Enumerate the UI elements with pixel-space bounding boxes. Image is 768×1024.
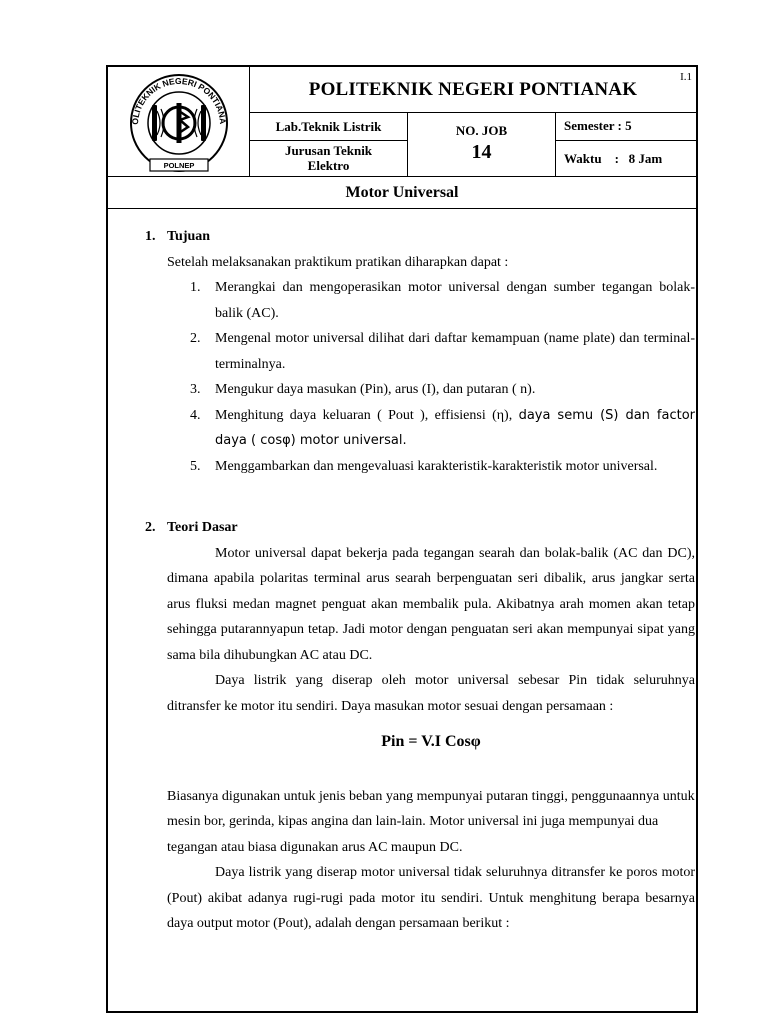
list-item [190, 403, 695, 454]
page-number: I.1 [680, 71, 692, 83]
polnep-seal-icon [108, 67, 250, 177]
section-intro: Setelah melaksanakan praktikum pratikan diharapkan dapat : [167, 254, 509, 270]
list-item-number: 4. [190, 407, 201, 423]
department-line-1: Jurusan Teknik [284, 143, 373, 158]
section-heading-teori-dasar [108, 515, 696, 541]
section-title: Teori Dasar [167, 520, 238, 535]
list-item-text: Merangkai dan mengoperasikan motor universal dengan sumber tegangan bolak-balik (AC). [215, 280, 695, 321]
document-body [108, 212, 696, 937]
paragraph: Daya listrik yang diserap oleh motor universal sebesar Pin tidak seluruhnya ditransfer ke motor itu sendiri. Daya masukan motor sesuai dengan persamaan : [167, 673, 695, 714]
list-item-text-tail: daya semu (S) dan factor daya ( cosφ) motor universal. [215, 407, 695, 448]
department-name [250, 141, 408, 177]
spacer [108, 479, 696, 503]
lab-name: Lab.Teknik Listrik [250, 113, 408, 141]
list-item-number: 5. [190, 458, 201, 474]
list-item-text: Mengenal motor universal dilihat dari daftar kemampuan (name plate) dan terminal-terminalnya. [215, 331, 695, 372]
duration: Waktu : 8 Jam [556, 141, 696, 177]
list-item-number: 2. [190, 331, 201, 346]
paragraph: Motor universal dapat bekerja pada tegangan searah dan bolak-balik (AC dan DC), dimana apabila polaritas terminal arus searah berpenguatan seri dibalik, arus jangkar serta arus fluksi medan magnet penguat akan membalik pula. Akibatnya arah momen akan tetap sehingga putarannyapun tetap. Jadi motor dengan penguatan seri akan mempunyai sipat yang sama bila dihubungkan AC atau DC. [167, 545, 695, 663]
logo-banner-text: POLNEP [163, 161, 195, 170]
list-item-number: 3. [190, 382, 201, 397]
document-frame [107, 66, 697, 1012]
list-item [190, 454, 695, 480]
formula: Pin = V.I Cosφ [381, 733, 481, 750]
list-item [190, 326, 695, 377]
section-heading-tujuan [108, 224, 696, 250]
section-title: Tujuan [167, 229, 211, 244]
section-number: 1. [145, 229, 156, 244]
list-item-text: Mengukur daya masukan (Pin), arus (I), dan putaran ( n). [215, 382, 536, 397]
list-item-text: Menghitung daya keluaran ( Pout ), effisiensi (η), [215, 407, 519, 423]
list-item-text: Menggambarkan dan mengevaluasi karakteristik-karakteristik motor universal. [215, 458, 658, 474]
logo-ring-text: OLITEKNIK NEGERI PONTIANA [129, 75, 229, 125]
department-line-2: Elektro [307, 158, 350, 173]
paragraph: Daya listrik yang diserap motor universal tidak seluruhnya ditransfer ke poros motor (Pout) akibat adanya rugi-rugi pada motor itu sendiri. Untuk menghitung berapa besarnya daya output motor (Pout), adalah dengan persamaan berikut : [167, 865, 695, 931]
list-item [190, 377, 695, 403]
list-item [190, 275, 695, 326]
semester: Semester : 5 [556, 113, 696, 141]
subject-title: Motor Universal [108, 177, 696, 209]
logo-cell [108, 67, 250, 177]
job-number: 14 [471, 141, 492, 163]
job-label: NO. JOB [455, 123, 508, 138]
list-item-number: 1. [190, 280, 201, 295]
institution-title: POLITEKNIK NEGERI PONTIANAK [250, 67, 696, 113]
section-number: 2. [145, 520, 156, 535]
job-cell [408, 113, 556, 177]
paragraph: Biasanya digunakan untuk jenis beban yang mempunyai putaran tinggi, penggunaannya untuk mesin bor, gerinda, kipas angina dan lain-lain. Motor universal ini juga mempunyai dua tegangan atau biasa digunakan arus AC maupun DC. [167, 788, 695, 855]
header-table [108, 67, 696, 177]
